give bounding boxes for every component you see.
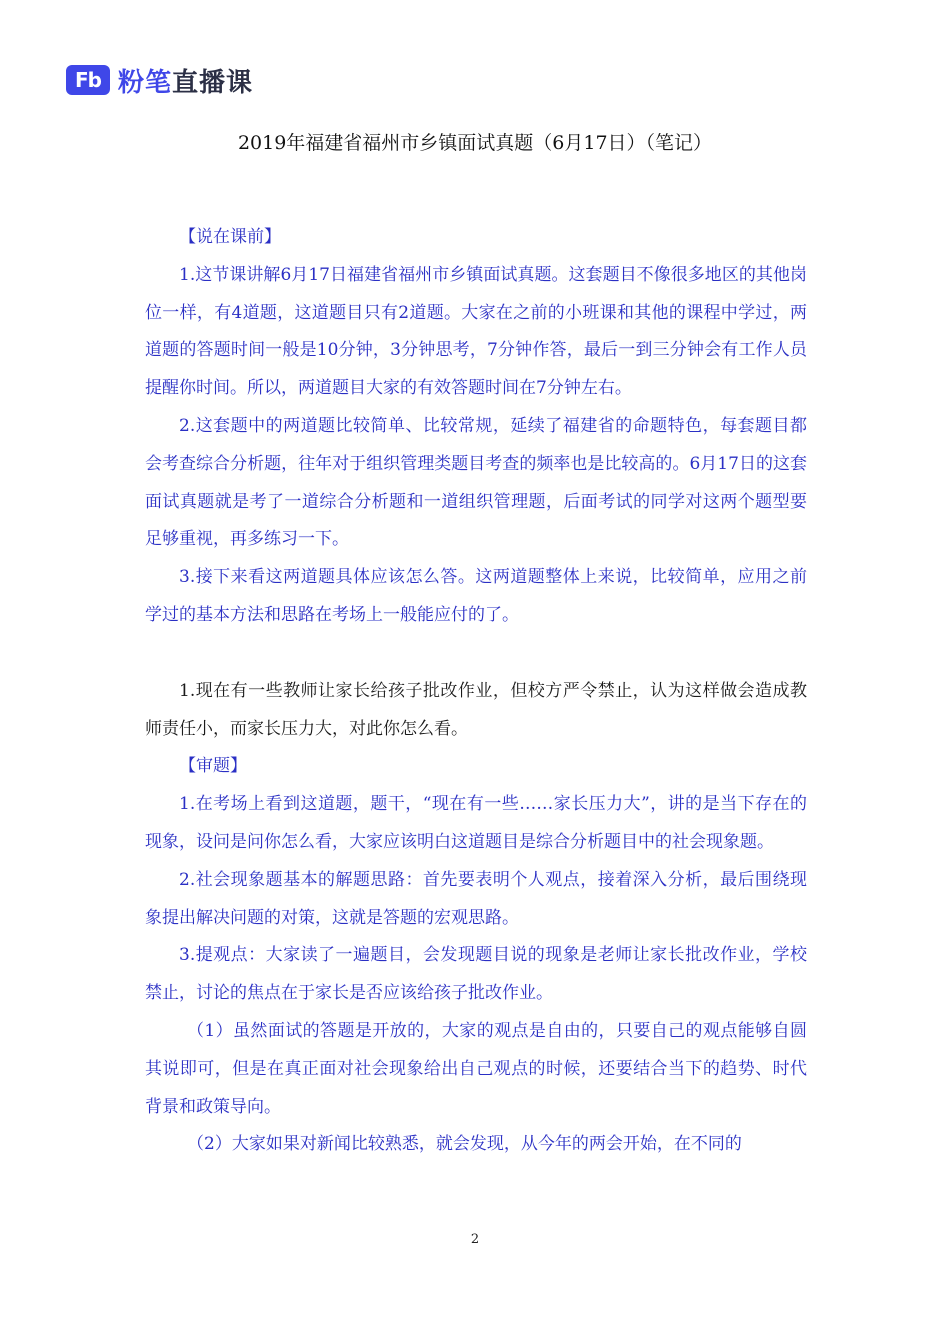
intro-paragraph-1: 1.这节课讲解6月17日福建省福州市乡镇面试真题。这套题目不像很多地区的其他岗位一样，有4道题，这道题目只有2道题。大家在之前的小班课和其他的课程中学过，两道题的答题时间一般是10分钟，3分钟思考，7分钟作答，最后一到三分钟会有工作人员提醒你时间。所以，两道题目大家的有效答题时间在7分钟左右。 <box>145 264 807 399</box>
review-paragraph-2: 2.社会现象题基本的解题思路：首先要表明个人观点，接着深入分析，最后围绕现象提出解决问题的对策，这就是答题的宏观思路。 <box>145 869 807 928</box>
question-1: 1.现在有一些教师让家长给孩子批改作业，但校方严令禁止，认为这样做会造成教师责任小，而家长压力大，对此你怎么看。 <box>145 680 807 739</box>
intro-paragraph-3: 3.接下来看这两道题具体应该怎么答。这两道题整体上来说，比较简单，应用之前学过的基本方法和思路在考场上一般能应付的了。 <box>145 567 807 625</box>
page-number: 2 <box>470 1232 480 1247</box>
brand-name-blue: 粉笔 <box>118 67 173 98</box>
section-gap <box>145 635 807 673</box>
brand-logo <box>66 62 253 98</box>
intro-paragraph-2: 2.这套题中的两道题比较简单、比较常规，延续了福建省的命题特色，每套题目都会考查综合分析题，往年对于组织管理类题目考查的频率也是比较高的。6月17日的这套面试真题就是考了一道综合分析题和一道组织管理题，后面考试的同学对这两个题型要足够重视，再多练习一下。 <box>145 415 807 550</box>
document-title: 2019年福建省福州市乡镇面试真题（6月17日）（笔记） <box>237 132 713 154</box>
review-paragraph-3-1: （1）虽然面试的答题是开放的，大家的观点是自由的，只要自己的观点能够自圆其说即可，但是在真正面对社会现象给出自己观点的时候，还要结合当下的趋势、时代背景和政策导向。 <box>145 1020 807 1117</box>
fb-logo-icon: Fb <box>66 65 110 95</box>
review-paragraph-1: 1.在考场上看到这道题，题干，“现在有一些……家长压力大”，讲的是当下存在的现象，设问是问你怎么看，大家应该明白这道题目是综合分析题目中的社会现象题。 <box>145 794 807 852</box>
review-paragraph-3: 3.提观点：大家读了一遍题目，会发现题目说的现象是老师让家长批改作业，学校禁止，讨论的焦点在于家长是否应该给孩子批改作业。 <box>145 945 807 1004</box>
review-heading: 【审题】 <box>179 756 247 777</box>
brand-name <box>118 62 253 99</box>
intro-heading: 【说在课前】 <box>179 227 281 247</box>
review-paragraph-3-2: （2）大家如果对新闻比较熟悉，就会发现，从今年的两会开始，在不同的 <box>187 1134 742 1155</box>
brand-name-dark: 直播课 <box>172 67 254 98</box>
document-body <box>145 219 807 1164</box>
